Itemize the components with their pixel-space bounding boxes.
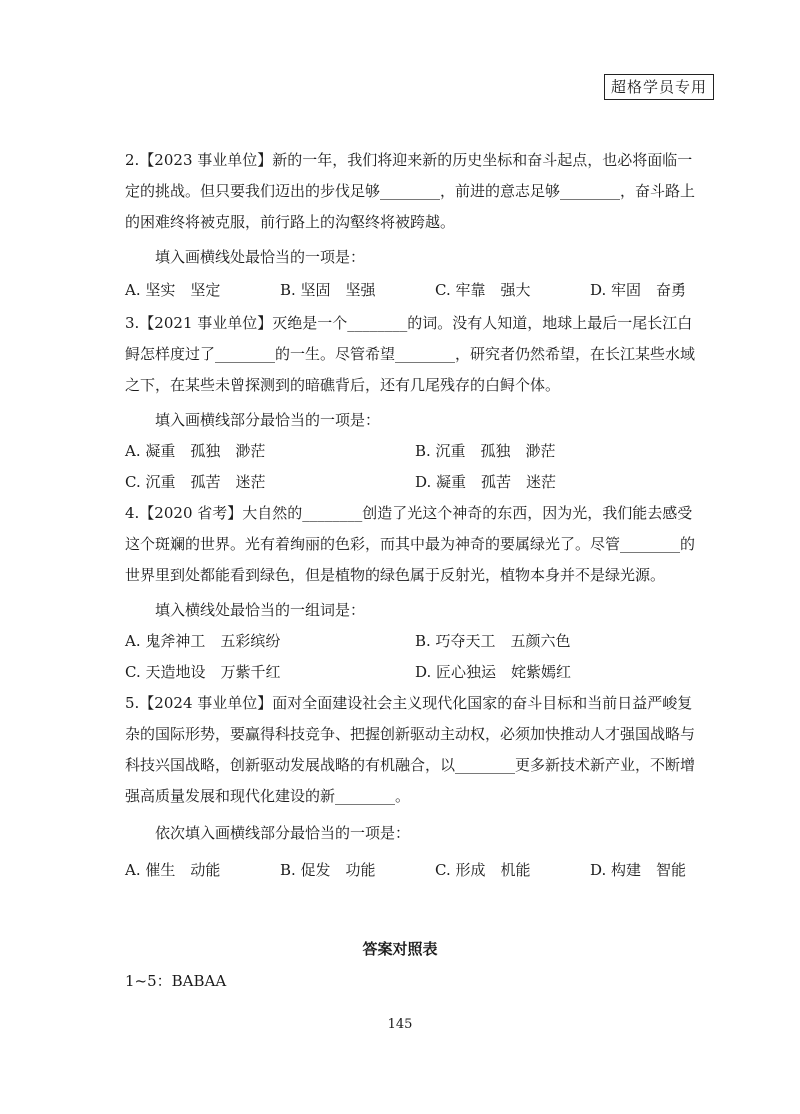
option-b: B. 沉重 孤独 渺茫 bbox=[415, 442, 556, 460]
question-3-instruction: 填入画横线部分最恰当的一项是： bbox=[155, 411, 381, 429]
option-a: A. 凝重 孤独 渺茫 bbox=[125, 442, 266, 460]
option-a: A. 催生 动能 bbox=[125, 861, 221, 879]
page-number: 145 bbox=[387, 1017, 413, 1032]
question-4-instruction: 填入横线处最恰当的一组词是： bbox=[155, 601, 366, 619]
question-2-options bbox=[125, 275, 705, 306]
question-4-options-row-1 bbox=[125, 626, 705, 657]
option-c: C. 沉重 孤苦 迷茫 bbox=[125, 473, 266, 491]
option-a: A. 鬼斧神工 五彩缤纷 bbox=[125, 632, 281, 650]
option-a: A. 坚实 坚定 bbox=[125, 281, 221, 299]
question-2-instruction: 填入画横线处最恰当的一项是： bbox=[155, 248, 366, 266]
question-4-options-row-2 bbox=[125, 657, 705, 688]
question-list bbox=[125, 145, 705, 886]
question-5-options bbox=[125, 855, 705, 886]
question-4-stem: 4.【2020 省考】大自然的________创造了光这个神奇的东西，因为光，我们能去感受这个斑斓的世界。光有着绚丽的色彩，而其中最为神奇的要属绿光了。尽管________的世界里到处都能看到绿色，但是植物的绿色属于反射光，植物本身并不是绿光源。 bbox=[125, 504, 696, 584]
option-b: B. 坚固 坚强 bbox=[280, 281, 376, 299]
question-3-options-row-2 bbox=[125, 467, 705, 498]
option-b: B. 巧夺天工 五颜六色 bbox=[415, 632, 571, 650]
answer-table-title: 答案对照表 bbox=[362, 940, 438, 958]
option-b: B. 促发 功能 bbox=[280, 861, 376, 879]
option-d: D. 牢固 奋勇 bbox=[590, 281, 687, 299]
option-d: D. 构建 智能 bbox=[590, 861, 687, 879]
student-only-badge: 超格学员专用 bbox=[604, 74, 714, 100]
question-5-instruction: 依次填入画横线部分最恰当的一项是： bbox=[155, 824, 411, 842]
option-c: C. 天造地设 万紫千红 bbox=[125, 663, 281, 681]
question-5-stem: 5.【2024 事业单位】面对全面建设社会主义现代化国家的奋斗目标和当前日益严峻复杂的国际形势，要赢得科技竞争、把握创新驱动主动权，必须加快推动人才强国战略与科技兴国战略，创新驱动发展战略的有机融合，以________更多新技术新产业，不断增强高质量发展和现代化建设的新________。 bbox=[125, 694, 696, 805]
option-c: C. 形成 机能 bbox=[435, 861, 531, 879]
option-d: D. 凝重 孤苦 迷茫 bbox=[415, 473, 557, 491]
answer-line: 1~5：BABAA bbox=[125, 972, 227, 990]
question-2-stem: 2.【2023 事业单位】新的一年，我们将迎来新的历史坐标和奋斗起点，也必将面临一定的挑战。但只要我们迈出的步伐足够________，前进的意志足够________，奋斗路上的困难终将被克服，前行路上的沟壑终将被跨越。 bbox=[125, 151, 696, 231]
question-3-options-row-1 bbox=[125, 436, 705, 467]
option-d: D. 匠心独运 姹紫嫣红 bbox=[415, 663, 572, 681]
question-3-stem: 3.【2021 事业单位】灭绝是一个________的词。没有人知道，地球上最后一尾长江白鲟怎样度过了________的一生。尽管希望________，研究者仍然希望，在长江某些水域之下，在某些未曾探测到的暗礁背后，还有几尾残存的白鲟个体。 bbox=[125, 314, 696, 394]
option-c: C. 牢靠 强大 bbox=[435, 281, 531, 299]
